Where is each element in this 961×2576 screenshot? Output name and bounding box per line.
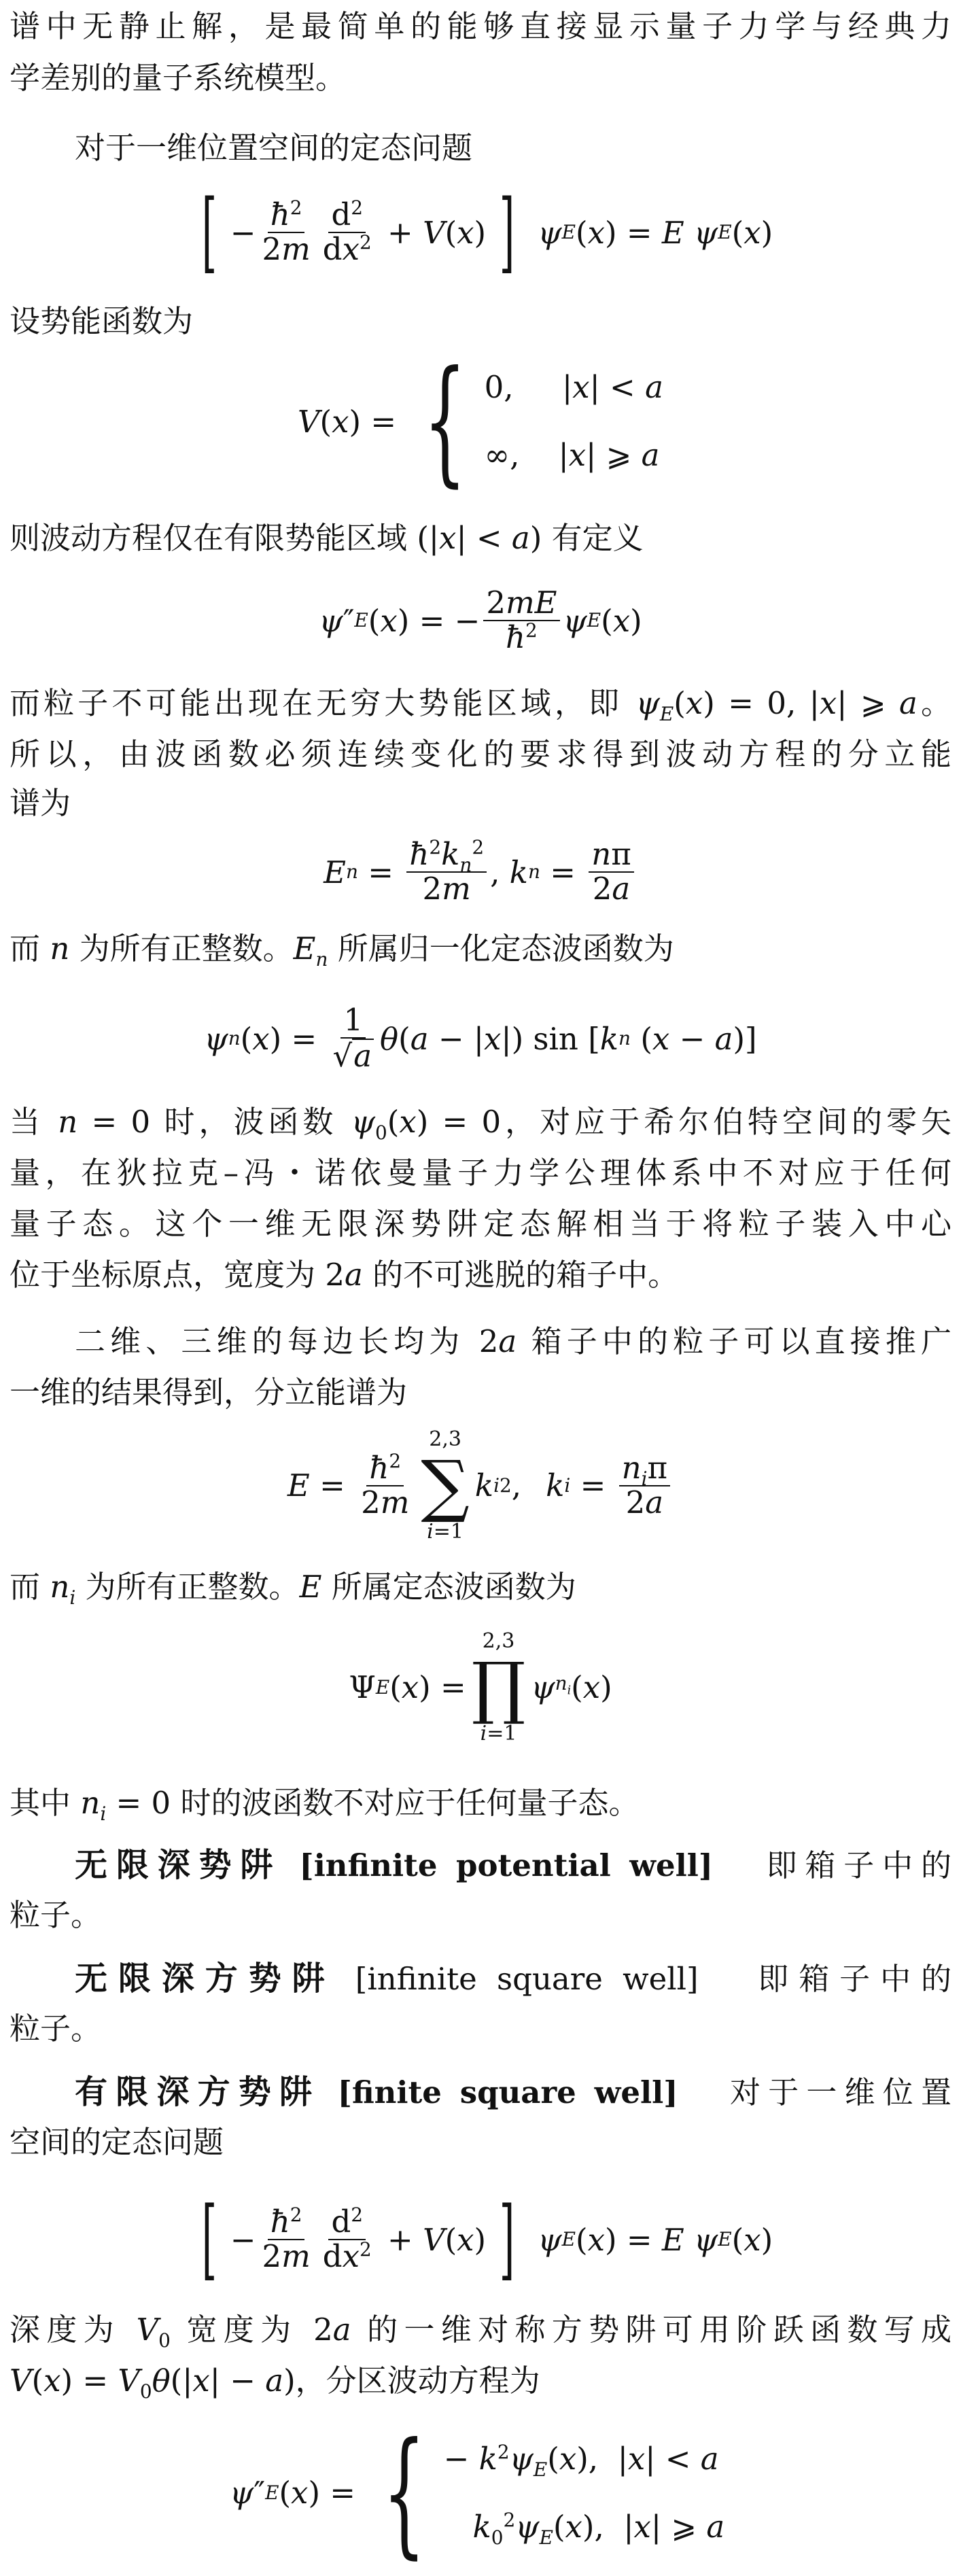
paragraph-line: 而 $n_i$ 为所有正整数。E 所属定态波函数为	[10, 1569, 576, 1609]
equation-energy-levels: E n = $\frac{ħ^2k_n^2}{2m}$ , k n = $\frac{n\pi}{2a}$	[0, 821, 961, 923]
paragraph-line: 学差别的量子系统模型。	[10, 60, 347, 96]
paragraph-line: 谱中无静止解，是最简单的能够直接显示量子力学与经典力	[10, 8, 951, 44]
equation-schrodinger-1: [ − $\frac{ħ^2}{2m}$ $\frac{d^2}{dx^2}$ + V ( x ) ] ψ E ( x ) = E ψ E ( x )	[201, 181, 773, 283]
paragraph-line: 量，在狄拉克–冯・诺依曼量子力学公理体系中不对应于任何	[10, 1155, 951, 1191]
entry-finite-square-well: 有限深方势阱 [finite square well] 对于一维位置	[75, 2073, 951, 2111]
paragraph-line: 一维的结果得到，分立能谱为	[10, 1374, 408, 1410]
paragraph-line: 粒子。	[10, 1897, 102, 1933]
paragraph-line: 所以，由波函数必须连续变化的要求得到波动方程的分立能	[10, 736, 951, 772]
paragraph-line: 粒子。	[10, 2011, 102, 2047]
paragraph-line: 谱为	[10, 785, 71, 821]
equation-wavefunction-3d: Ψ E ( x ) = 2,3 ∏ i=1 ψ $n_i$ ( x )	[349, 1629, 612, 1745]
paragraph-line: 二维、三维的每边长均为 2a 箱子中的粒子可以直接推广	[75, 1323, 951, 1359]
equation-piecewise-wave: ψ ″ E ( x ) = { − $k^2\psi_E(x)$, |x| < a $k_0^2\psi_E(x)$, |x| ⩾ a	[230, 2413, 725, 2572]
paragraph-line: 而 n 为所有正整数。$E_n$ 所属归一化定态波函数为	[10, 930, 674, 971]
entry-infinite-square-well: 无限深方势阱 [infinite square well] 即箱子中的	[75, 1960, 951, 1998]
paragraph-line: 位于坐标原点，宽度为 2a 的不可逃脱的箱子中。	[10, 1257, 679, 1293]
equation-schrodinger-2: [ − $\frac{ħ^2}{2m}$ $\frac{d^2}{dx^2}$ + V ( x ) ] ψ E ( x ) = E ψ E ( x )	[201, 2189, 773, 2290]
paragraph-line: 量子态。这个一维无限深势阱定态解相当于将粒子装入中心	[10, 1206, 951, 1242]
equation-wavefunction: ψ n ( x ) = 1 √ a θ ( a − | x |) sin [ k n ( x − a )]	[204, 1002, 757, 1074]
equation-energy-3d: E = $\frac{ħ^2}{2m}$ 2,3 ∑ i=1 k i 2 , k i = $\frac{n_i\pi}{2a}$	[0, 1416, 961, 1555]
paragraph-line: 设势能函数为	[10, 303, 194, 339]
paragraph-line: 对于一维位置空间的定态问题	[75, 130, 473, 166]
paragraph-line: 其中 $n_i = 0$ 时的波函数不对应于任何量子态。	[10, 1785, 640, 1825]
paragraph-line: 而粒子不可能出现在无穷大势能区域，即 $\psi_E(x) = 0$, |x| ⩾ a。	[10, 685, 951, 725]
paragraph-line: 则波动方程仅在有限势能区域 (|x| < a) 有定义	[10, 520, 644, 556]
paragraph-line: 当 n = 0 时，波函数 $\psi_0(x) = 0$，对应于希尔伯特空间的零矢	[10, 1104, 951, 1144]
paragraph-line: 空间的定态问题	[10, 2124, 224, 2160]
equation-potential: V ( x ) = { 0, |x| < a ∞, |x| ⩾ a	[298, 342, 663, 500]
paragraph-line: $V(x) = V_0\theta(|x| - a)$，分区波动方程为	[10, 2363, 540, 2403]
paragraph-line: 深度为 $V_0$ 宽度为 2a 的一维对称方势阱可用阶跃函数写成	[10, 2312, 951, 2352]
equation-wave-inside: ψ ″ E ( x ) = − $\frac{2mE}{ħ^2}$ ψ E ( x )	[319, 585, 642, 655]
entry-infinite-potential-well: 无限深势阱 [infinite potential well] 即箱子中的	[75, 1846, 951, 1884]
